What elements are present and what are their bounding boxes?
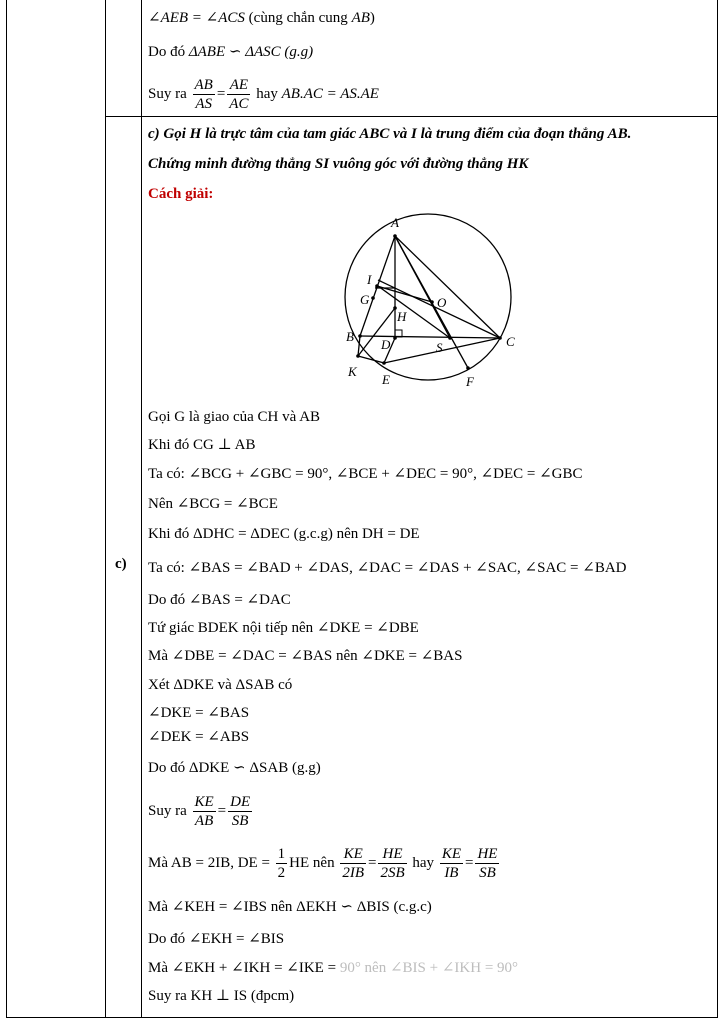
label-c: C [506, 334, 515, 349]
step-9: Mà ∠DBE = ∠DAC = ∠BAS nên ∠DKE = ∠BAS [148, 648, 463, 664]
fraction-half: $\frac{1}{2}$ [277, 846, 286, 881]
step-16: Mà ∠KEH = ∠IBS nên ΔEKH ∽ ΔBIS (c.g.c) [148, 899, 432, 915]
table-border-right [717, 0, 718, 1018]
ratio-line: Suy ra $\frac{AB}{AS}$ = $\frac{AE}{AC}$ hay AB.AC = AS.AE [148, 77, 379, 112]
step-8: Tứ giác BDEK nội tiếp nên ∠DKE = ∠DBE [148, 620, 419, 636]
step-10: Xét ΔDKE và ΔSAB có [148, 677, 293, 693]
label-i: I [367, 272, 372, 287]
fraction-de-sb: $\frac{DE}{SB}$ [230, 794, 251, 829]
table-column-divider-2 [141, 0, 142, 1018]
label-b: B [346, 329, 354, 344]
step-19: Suy ra KH ⊥ IS (đpcm) [148, 988, 295, 1004]
row-divider [105, 116, 718, 117]
step-15: Mà AB = 2IB, DE = $\frac{1}{2}$ HE nên $\frac{KE}{2IB}$ = $\frac{HE}{2SB}$ hay $\frac{KE}{IB}$ = $\frac{HE}{SB}$ [148, 846, 498, 881]
label-d: D [381, 337, 391, 352]
figure-lines [358, 236, 500, 368]
step-7: Do đó ∠BAS = ∠DAC [148, 592, 291, 608]
geometry-figure [340, 212, 520, 394]
step-17: Do đó ∠EKH = ∠BIS [148, 931, 285, 947]
label-h: H [397, 309, 407, 324]
table-column-divider-1 [105, 0, 106, 1018]
fraction-ke-ab: $\frac{KE}{AB}$ [194, 794, 214, 829]
fraction-ae-ac: $\frac{AE}{AC}$ [229, 77, 249, 112]
problem-statement-line2: Chứng minh đường thẳng SI vuông góc với đường thẳng HK [148, 156, 529, 172]
label-g: G [360, 292, 370, 307]
step-18: Mà ∠EKH + ∠IKH = ∠IKE = 90° nên ∠BIS + ∠IKH = 90° [148, 960, 519, 976]
table-border-left [6, 0, 7, 1018]
step-1: Gọi G là giao của CH và AB [148, 409, 321, 425]
step-11: ∠DKE = ∠BAS [148, 705, 250, 721]
step-13: Do đó ΔDKE ∽ ΔSAB (g.g) [148, 760, 321, 776]
label-a: A [391, 215, 399, 230]
fraction-ke-2ib: $\frac{KE}{2IB}$ [342, 846, 364, 881]
problem-statement-line1: c) Gọi H là trực tâm của tam giác ABC và I là trung điểm của đoạn thẳng AB. [148, 126, 632, 142]
step-12: ∠DEK = ∠ABS [148, 729, 250, 745]
fraction-he-sb: $\frac{HE}{SB}$ [477, 846, 498, 881]
label-o: O [437, 295, 447, 310]
fraction-he-2sb: $\frac{HE}{2SB}$ [380, 846, 405, 881]
similarity-line: Do đó ΔABE ∽ ΔASC (g.g) [148, 44, 314, 60]
step-14: Suy ra $\frac{KE}{AB}$ = $\frac{DE}{SB}$ [148, 794, 251, 829]
step-6: Ta có: ∠BAS = ∠BAD + ∠DAS, ∠DAC = ∠DAS + ∠SAC, ∠SAC = ∠BAD [148, 560, 627, 576]
table-border-bottom [6, 1017, 718, 1018]
fraction-ke-ib: $\frac{KE}{IB}$ [441, 846, 461, 881]
label-k: K [348, 364, 357, 379]
label-e: E [382, 372, 390, 387]
label-f: F [466, 374, 474, 389]
fraction-ab-as: $\frac{AB}{AS}$ [194, 77, 213, 112]
step-5: Khi đó ΔDHC = ΔDEC (g.c.g) nên DH = DE [148, 526, 420, 542]
step-4: Nên ∠BCG = ∠BCE [148, 496, 278, 512]
angle-equality-line: ∠AEB = ∠ACS (cùng chắn cung AB) [148, 10, 375, 26]
step-2: Khi đó CG ⊥ AB [148, 437, 256, 453]
part-label: c) [115, 556, 127, 572]
solution-heading: Cách giải: [148, 186, 214, 202]
label-s: S [436, 340, 443, 355]
step-3: Ta có: ∠BCG + ∠GBC = 90°, ∠BCE + ∠DEC = 90°, ∠DEC = ∠GBC [148, 466, 583, 482]
figure-points [356, 234, 502, 370]
